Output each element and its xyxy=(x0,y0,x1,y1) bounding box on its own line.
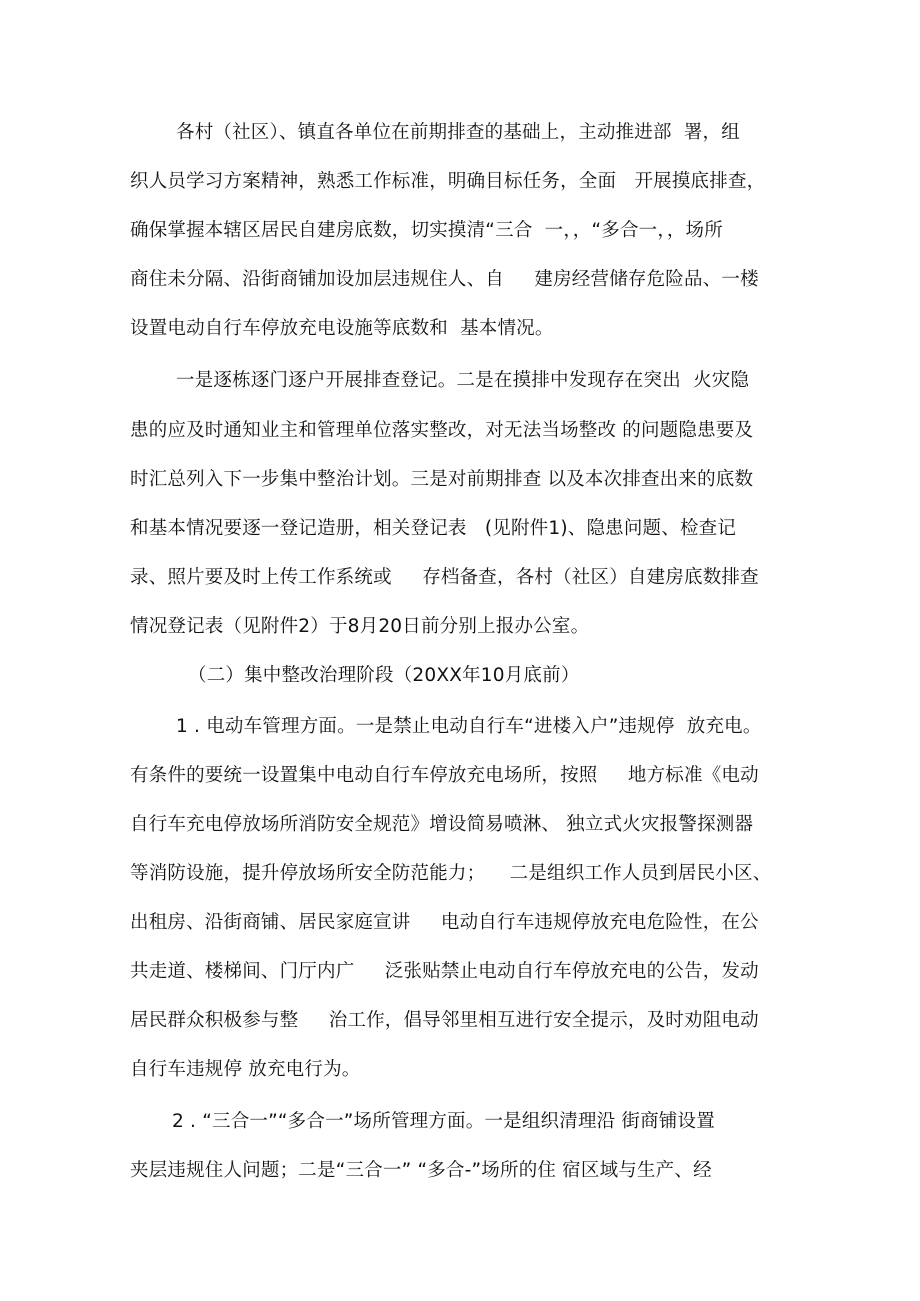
paragraph-2-line-5: 录、照片要及时上传工作系统或 存档备查，各村（社区）自建房底数排查 xyxy=(130,567,759,588)
paragraph-3-line-5: 出租房、沿街商铺、居民家庭宣讲 电动自行车违规停放充电危险性，在公 xyxy=(130,912,759,933)
paragraph-3-line-4: 等消防设施，提升停放场所安全防范能力； 二是组织工作人员到居民小区、 xyxy=(130,863,772,884)
paragraph-4-line-1: 2 . “三合一”“多合一”场所管理方面。一是组织清理沿 街商铺设置 xyxy=(172,1111,715,1132)
paragraph-3-line-8: 自行车违规停 放充电行为。 xyxy=(130,1059,361,1080)
section-heading: （二）集中整改治理阶段（20XX年10月底前） xyxy=(188,665,580,686)
paragraph-2-line-1: 一是逐栋逐门逐户开展排查登记。二是在摸排中发现存在突出 火灾隐 xyxy=(176,370,750,391)
paragraph-3-line-3: 自行车充电停放场所消防安全规范》增设简易喷淋、 独立式火灾报警探测器 xyxy=(130,814,754,835)
paragraph-2-line-6: 情况登记表（见附件2）于8月20日前分别上报办公室。 xyxy=(130,616,590,637)
paragraph-2-line-3: 时汇总列入下一步集中整治计划。三是对前期排查 以及本次排查出来的底数 xyxy=(130,469,754,490)
paragraph-1-line-4: 商住未分隔、沿街商铺加设加层违规住人、自 建房经营储存危险品、一楼 xyxy=(130,269,759,290)
paragraph-1-line-2: 织人员学习方案精神，熟悉工作标准，明确目标任务，全面 开展摸底排查， xyxy=(130,171,766,192)
paragraph-2-line-4: 和基本情况要逐一登记造册，相关登记表 (见附件1)、隐患问题、检查记 xyxy=(130,518,737,539)
paragraph-2-line-2: 患的应及时通知业主和管理单位落实整改，对无法当场整改 的问题隐患要及 xyxy=(130,420,754,441)
paragraph-3-line-1: 1 . 电动车管理方面。一是禁止电动自行车“进楼入户”违规停 放充电。 xyxy=(176,716,762,737)
paragraph-3-line-7: 居民群众积极参与整 治工作，倡导邻里相互进行安全提示，及时劝阻电动 xyxy=(130,1010,759,1031)
paragraph-4-line-2: 夹层违规住人问题；二是“三合一” “多合-”场所的住 宿区域与生产、经 xyxy=(130,1160,712,1181)
paragraph-3-line-6: 共走道、楼梯间、门厅内广 泛张贴禁止电动自行车停放充电的公告，发动 xyxy=(130,961,759,982)
paragraph-1-line-3: 确保掌握本辖区居民自建房底数，切实摸清“三合 一，，“多合一，，场所 xyxy=(130,220,723,241)
paragraph-1-line-5: 设置电动自行车停放充电设施等底数和 基本情况。 xyxy=(130,318,554,339)
paragraph-1-line-1: 各村（社区）、镇直各单位在前期排查的基础上，主动推进部 署，组 xyxy=(176,122,740,143)
paragraph-3-line-2: 有条件的要统一设置集中电动自行车停放充电场所，按照 地方标准《电动 xyxy=(130,765,759,786)
